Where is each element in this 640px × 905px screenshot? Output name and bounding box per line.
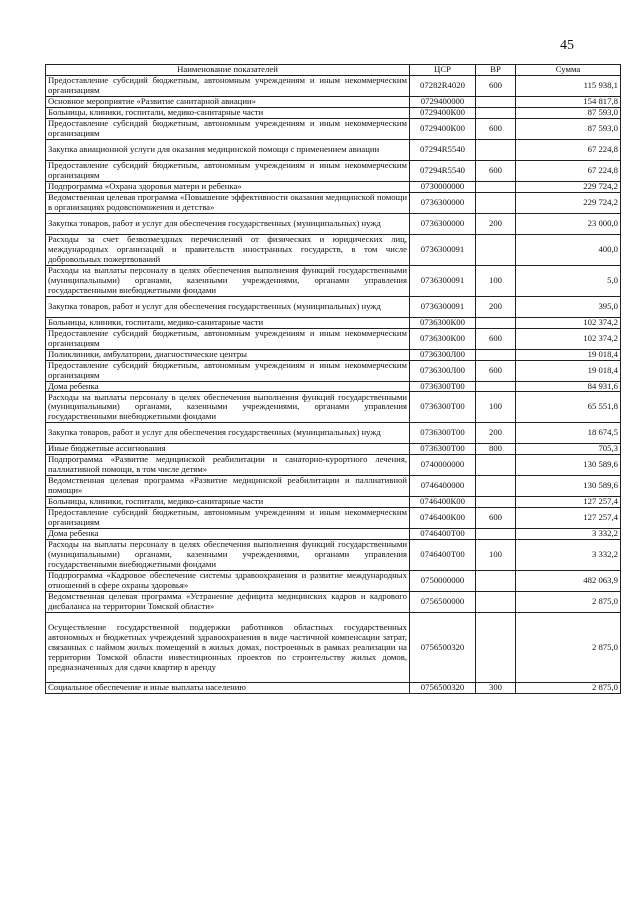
- row-name: Подпрограмма «Развитие медицинской реабилитации и санаторно-курортного лечения, паллиативной помощи, в том числе детям»: [46, 455, 410, 476]
- row-sum: 229 724,2: [516, 192, 621, 213]
- row-vr: [476, 592, 516, 613]
- row-vr: [476, 381, 516, 392]
- row-sum: 65 551,8: [516, 392, 621, 423]
- row-name: Иные бюджетные ассигнования: [46, 444, 410, 455]
- row-sum: 3 332,2: [516, 529, 621, 540]
- table-row: [46, 192, 621, 213]
- row-sum: 87 593,0: [516, 107, 621, 118]
- table-row: [46, 139, 621, 160]
- row-vr: [476, 234, 516, 265]
- row-csr: 0736300К00: [410, 317, 476, 328]
- row-name: Закупка товаров, работ и услуг для обеспечения государственных (муниципальных) нужд: [46, 296, 410, 317]
- row-sum: 400,0: [516, 234, 621, 265]
- table-row: [46, 529, 621, 540]
- row-name: Больницы, клиники, госпитали, медико-санитарные части: [46, 107, 410, 118]
- row-sum: 2 875,0: [516, 683, 621, 694]
- table-row: [46, 613, 621, 683]
- table-row: [46, 360, 621, 381]
- table-row: [46, 328, 621, 349]
- row-name: Расходы за счет безвозмездных перечислений от физических и юридических лиц, международных организаций и правительств иностранных государств, в том числе добровольных пожертвований: [46, 234, 410, 265]
- row-name: Ведомственная целевая программа «Развитие медицинской реабилитации и паллиативной помощи»: [46, 476, 410, 497]
- row-vr: 600: [476, 118, 516, 139]
- row-name: Поликлиники, амбулатории, диагностические центры: [46, 349, 410, 360]
- row-sum: 23 000,0: [516, 213, 621, 234]
- row-vr: [476, 497, 516, 508]
- row-vr: [476, 455, 516, 476]
- row-name: Расходы на выплаты персоналу в целях обеспечения выполнения функций государственными (муниципальными) органами, казенными учреждениями, органами управления государственными внебюджетными фондами: [46, 540, 410, 571]
- row-name: Основное мероприятие «Развитие санитарной авиации»: [46, 97, 410, 108]
- row-csr: 0729400К00: [410, 118, 476, 139]
- table-row: [46, 444, 621, 455]
- row-name: Ведомственная целевая программа «Повышение эффективности оказания медицинской помощи в организациях родовспоможения и детства»: [46, 192, 410, 213]
- row-name: Расходы на выплаты персоналу в целях обеспечения выполнения функций государственными (муниципальными) органами, казенными учреждениями, органами управления государственными внебюджетными фондами: [46, 392, 410, 423]
- row-sum: 3 332,2: [516, 540, 621, 571]
- row-sum: 18 674,5: [516, 423, 621, 444]
- row-csr: 0736300К00: [410, 328, 476, 349]
- row-name: Больницы, клиники, госпитали, медико-санитарные части: [46, 497, 410, 508]
- row-sum: 115 938,1: [516, 76, 621, 97]
- table-row: [46, 381, 621, 392]
- row-vr: 200: [476, 296, 516, 317]
- row-vr: [476, 476, 516, 497]
- row-name: Закупка авиационной услуги для оказания медицинской помощи с применением авиации: [46, 139, 410, 160]
- row-csr: 0736300000: [410, 213, 476, 234]
- row-csr: 0746400К00: [410, 497, 476, 508]
- table-row: [46, 349, 621, 360]
- row-vr: [476, 349, 516, 360]
- row-vr: 300: [476, 683, 516, 694]
- header-sum: Сумма: [516, 65, 621, 76]
- table-row: [46, 107, 621, 118]
- row-sum: 130 589,6: [516, 476, 621, 497]
- row-name: Предоставление субсидий бюджетным, автономным учреждениям и иным некоммерческим организациям: [46, 508, 410, 529]
- row-csr: 0729400000: [410, 97, 476, 108]
- page-number: 45: [560, 38, 574, 53]
- table-row: [46, 392, 621, 423]
- table-row: [46, 181, 621, 192]
- row-vr: 800: [476, 444, 516, 455]
- row-csr: 0736300091: [410, 234, 476, 265]
- row-vr: [476, 97, 516, 108]
- row-name: Предоставление субсидий бюджетным, автономным учреждениям и иным некоммерческим организациям: [46, 360, 410, 381]
- table-row: [46, 592, 621, 613]
- row-csr: 0736300091: [410, 296, 476, 317]
- header-csr: ЦСР: [410, 65, 476, 76]
- row-vr: 600: [476, 360, 516, 381]
- row-csr: 0736300Т00: [410, 392, 476, 423]
- row-vr: 200: [476, 423, 516, 444]
- row-vr: 600: [476, 508, 516, 529]
- row-sum: 67 224,8: [516, 160, 621, 181]
- row-sum: 482 063,9: [516, 571, 621, 592]
- budget-table: [45, 64, 621, 694]
- row-sum: 127 257,4: [516, 497, 621, 508]
- row-sum: 2 875,0: [516, 613, 621, 683]
- row-csr: 0736300Т00: [410, 381, 476, 392]
- table-row: [46, 76, 621, 97]
- row-name: Больницы, клиники, госпитали, медико-санитарные части: [46, 317, 410, 328]
- row-name: Социальное обеспечение и иные выплаты населению: [46, 683, 410, 694]
- header-vr: ВР: [476, 65, 516, 76]
- row-name: Ведомственная целевая программа «Устранение дефицита медицинских кадров и кадрового дисбаланса на территории Томской области»: [46, 592, 410, 613]
- row-csr: 0736300Л00: [410, 360, 476, 381]
- row-csr: 0746400000: [410, 476, 476, 497]
- row-name: Осуществление государственной поддержки работников областных государственных автономных и бюджетных учреждений здравоохранения в виде частичной компенсации затрат, связанных с наймом жилых помещений в жилых домах, построенных в рамках реализации на территории Томской области инвестиционных проектов по строительству жилых домов, предназначенных для сдачи квартир в аренду: [46, 613, 410, 683]
- row-name: Предоставление субсидий бюджетным, автономным учреждениям и иным некоммерческим организациям: [46, 118, 410, 139]
- row-name: Дома ребенка: [46, 381, 410, 392]
- row-csr: 0730000000: [410, 181, 476, 192]
- row-vr: 200: [476, 213, 516, 234]
- row-vr: [476, 181, 516, 192]
- row-csr: 07294R5540: [410, 160, 476, 181]
- row-csr: 0746400Т00: [410, 529, 476, 540]
- row-csr: 0756500320: [410, 613, 476, 683]
- table-row: [46, 296, 621, 317]
- row-csr: 0736300091: [410, 265, 476, 296]
- row-vr: 600: [476, 328, 516, 349]
- row-sum: 19 018,4: [516, 360, 621, 381]
- row-name: Дома ребенка: [46, 529, 410, 540]
- row-vr: 100: [476, 392, 516, 423]
- row-vr: [476, 139, 516, 160]
- row-name: Закупка товаров, работ и услуг для обеспечения государственных (муниципальных) нужд: [46, 423, 410, 444]
- row-sum: 2 875,0: [516, 592, 621, 613]
- table-row: [46, 423, 621, 444]
- row-name: Закупка товаров, работ и услуг для обеспечения государственных (муниципальных) нужд: [46, 213, 410, 234]
- row-sum: 67 224,8: [516, 139, 621, 160]
- row-sum: 229 724,2: [516, 181, 621, 192]
- row-sum: 102 374,2: [516, 317, 621, 328]
- row-vr: [476, 613, 516, 683]
- table-row: [46, 265, 621, 296]
- row-csr: 0756500320: [410, 683, 476, 694]
- table-row: [46, 683, 621, 694]
- row-sum: 395,0: [516, 296, 621, 317]
- header-name: Наименование показателей: [46, 65, 410, 76]
- row-vr: [476, 529, 516, 540]
- table-row: [46, 234, 621, 265]
- row-name: Предоставление субсидий бюджетным, автономным учреждениям и иным некоммерческим организациям: [46, 76, 410, 97]
- row-csr: 0736300Л00: [410, 349, 476, 360]
- row-vr: 100: [476, 265, 516, 296]
- row-vr: [476, 192, 516, 213]
- row-csr: 0736300000: [410, 192, 476, 213]
- row-sum: 705,3: [516, 444, 621, 455]
- row-vr: 600: [476, 160, 516, 181]
- row-csr: 07294R5540: [410, 139, 476, 160]
- row-vr: 600: [476, 76, 516, 97]
- row-csr: 0746400Т00: [410, 540, 476, 571]
- row-vr: [476, 107, 516, 118]
- table-row: [46, 508, 621, 529]
- row-csr: 0729400К00: [410, 107, 476, 118]
- row-name: Предоставление субсидий бюджетным, автономным учреждениям и иным некоммерческим организациям: [46, 160, 410, 181]
- table-row: [46, 317, 621, 328]
- row-sum: 127 257,4: [516, 508, 621, 529]
- table-row: [46, 213, 621, 234]
- row-csr: 0756500000: [410, 592, 476, 613]
- row-csr: 0736300Т00: [410, 423, 476, 444]
- row-name: Расходы на выплаты персоналу в целях обеспечения выполнения функций государственными (муниципальными) органами, казенными учреждениями, органами управления государственными внебюджетными фондами: [46, 265, 410, 296]
- row-csr: 0750000000: [410, 571, 476, 592]
- table-row: [46, 160, 621, 181]
- row-sum: 102 374,2: [516, 328, 621, 349]
- row-sum: 19 018,4: [516, 349, 621, 360]
- table-row: [46, 118, 621, 139]
- table-row: [46, 540, 621, 571]
- row-vr: 100: [476, 540, 516, 571]
- row-csr: 0740000000: [410, 455, 476, 476]
- table-header-row: [46, 65, 621, 76]
- row-sum: 154 817,8: [516, 97, 621, 108]
- table-row: [46, 571, 621, 592]
- row-sum: 5,0: [516, 265, 621, 296]
- row-sum: 130 589,6: [516, 455, 621, 476]
- row-sum: 87 593,0: [516, 118, 621, 139]
- row-sum: 84 931,6: [516, 381, 621, 392]
- table-row: [46, 97, 621, 108]
- row-csr: 07282R4020: [410, 76, 476, 97]
- row-csr: 0736300Т00: [410, 444, 476, 455]
- table-row: [46, 455, 621, 476]
- table-row: [46, 497, 621, 508]
- table-row: [46, 476, 621, 497]
- row-name: Подпрограмма «Кадровое обеспечение системы здравоохранения и развитие международных отношений в сфере охраны здоровья»: [46, 571, 410, 592]
- row-name: Предоставление субсидий бюджетным, автономным учреждениям и иным некоммерческим организациям: [46, 328, 410, 349]
- row-csr: 0746400К00: [410, 508, 476, 529]
- row-name: Подпрограмма «Охрана здоровья матери и ребенка»: [46, 181, 410, 192]
- row-vr: [476, 571, 516, 592]
- row-vr: [476, 317, 516, 328]
